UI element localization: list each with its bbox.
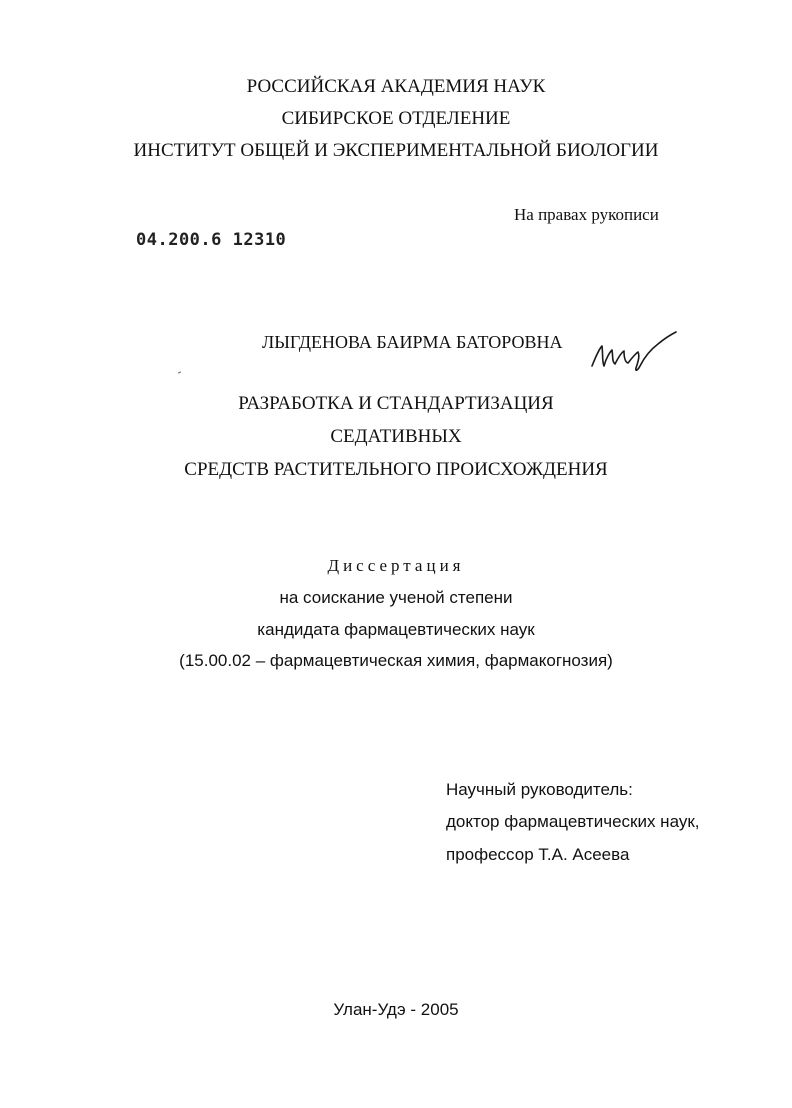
- title-line-3: СРЕДСТВ РАСТИТЕЛЬНОГО ПРОИСХОЖДЕНИЯ: [184, 459, 608, 480]
- title-line-1: РАЗРАБОТКА И СТАНДАРТИЗАЦИЯ: [238, 393, 554, 414]
- supervisor-name: профессор Т.А. Асеева: [446, 845, 630, 864]
- catalog-code: 04.200.6 12310: [136, 230, 287, 250]
- author-signature: [588, 326, 678, 374]
- institution-institute: ИНСТИТУТ ОБЩЕЙ И ЭКСПЕРИМЕНТАЛЬНОЙ БИОЛОГИИ: [133, 140, 659, 161]
- scan-mark: [178, 371, 181, 373]
- institution-academy: РОССИЙСКАЯ АКАДЕМИЯ НАУК: [246, 76, 546, 97]
- institution-branch: СИБИРСКОЕ ОТДЕЛЕНИЕ: [281, 108, 511, 129]
- place-year: Улан-Удэ - 2005: [333, 1000, 459, 1019]
- specialty-line: (15.00.02 – фармацевтическая химия, фармакогнозия): [179, 651, 613, 670]
- author-name: ЛЫГДЕНОВА БАИРМА БАТОРОВНА: [262, 332, 563, 352]
- title-line-2: СЕДАТИВНЫХ: [330, 426, 462, 447]
- dissertation-heading: Диссертация: [327, 556, 465, 575]
- degree-line-1: на соискание ученой степени: [279, 588, 513, 607]
- supervisor-label: Научный руководитель:: [446, 780, 633, 799]
- degree-line-2: кандидата фармацевтических наук: [257, 620, 535, 639]
- manuscript-rights-note: На правах рукописи: [514, 205, 659, 224]
- supervisor-degree: доктор фармацевтических наук,: [446, 812, 700, 831]
